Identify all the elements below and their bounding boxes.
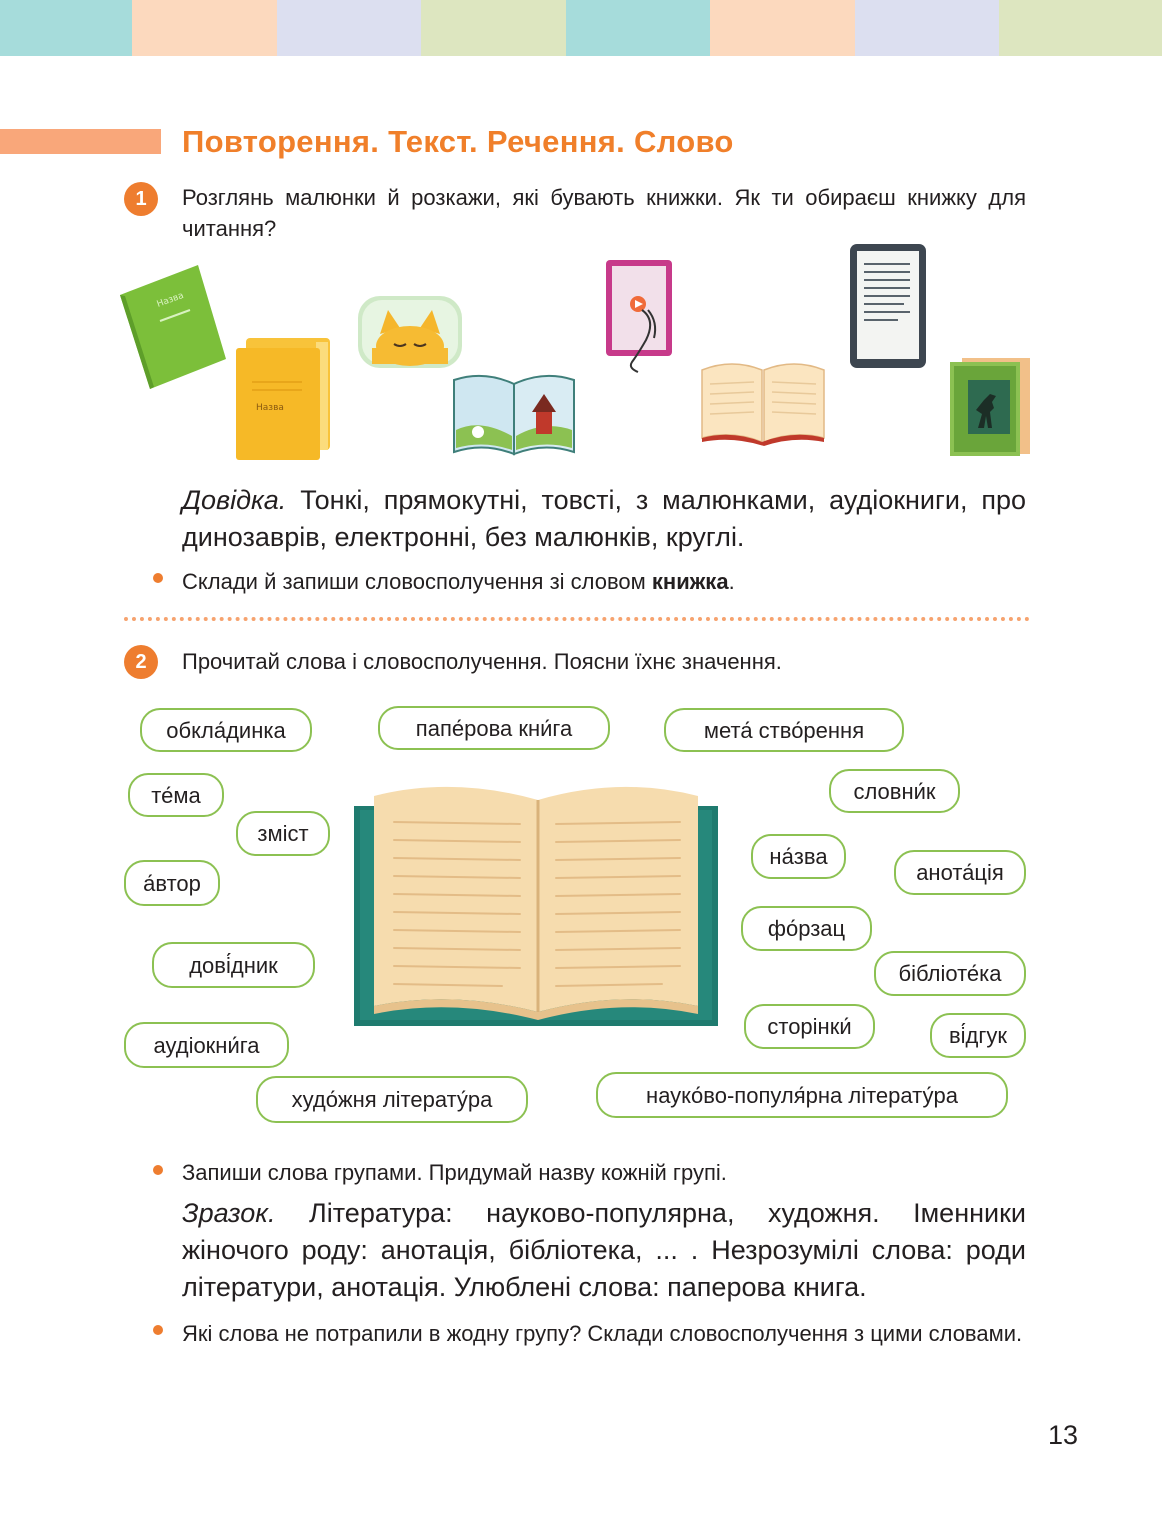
task-keyword: книжка: [651, 569, 729, 594]
word-chip-naukovo-populiarna-literatura: науко́во-популя́рна літерату́ра: [596, 1072, 1008, 1118]
exercise-1-task: [182, 566, 1026, 597]
stripe: [710, 0, 855, 56]
word-chip-meta-stvorennia: мета́ ство́рення: [664, 708, 904, 752]
hint-paragraph: [182, 482, 1026, 556]
open-book-image: [352, 782, 720, 1028]
header-color-stripes: [0, 0, 1162, 56]
title-accent-bar: [0, 129, 161, 154]
page-title: Повторення. Текст. Речення. Слово: [182, 124, 734, 159]
task-text-end: .: [728, 569, 735, 594]
word-chip-avtor: а́втор: [124, 860, 220, 906]
word-chip-forzats: фо́рзац: [741, 906, 872, 951]
page-number: 13: [1048, 1420, 1079, 1450]
stripe: [566, 0, 710, 56]
dinosaur-book-image: [950, 358, 1032, 456]
bullet-dot: [153, 1165, 163, 1175]
book-label: Назва: [256, 403, 284, 413]
tablet-audiobook-image: [604, 258, 676, 374]
exercise-2-task-2: Які слова не потрапили в жодну групу? Склади словосполучення з цими словами.: [182, 1321, 1023, 1346]
stripe: [0, 0, 132, 56]
green-thin-book-image: [120, 265, 230, 390]
stripe: [855, 0, 999, 56]
example-paragraph: [182, 1195, 1026, 1306]
section-divider: [124, 617, 1030, 621]
hint-label: Довідка.: [182, 485, 287, 515]
bullet-dot: [153, 573, 163, 583]
word-chip-dovidnyk: дові́дник: [152, 942, 315, 988]
word-chip-zmist: зміст: [236, 811, 330, 856]
word-chip-tema: те́ма: [128, 773, 224, 817]
task-text: Склади й запиши словосполучення зі словом: [182, 569, 652, 594]
exercise-2-prompt: Прочитай слова і словосполучення. Поясни їхнє значення.: [182, 649, 782, 674]
picture-book-image: [450, 370, 578, 456]
word-chip-obkladynka: обкла́динка: [140, 708, 312, 752]
word-chip-anotatsiia: анота́ція: [894, 850, 1026, 895]
word-chip-nazva: на́зва: [751, 834, 846, 879]
word-chip-storinky: сторінки́: [744, 1004, 875, 1049]
yellow-thick-book-image: [232, 338, 332, 460]
word-chip-biblioteka: бібліоте́ка: [874, 951, 1026, 996]
stripe: [999, 0, 1162, 56]
exercise-1-number: 1: [124, 182, 158, 216]
bullet-dot: [153, 1325, 163, 1335]
stripe: [421, 0, 566, 56]
exercise-2-task-1: Запиши слова групами. Придумай назву кожній групі.: [182, 1160, 727, 1185]
cat-shaped-book-image: [358, 296, 462, 368]
word-chip-khudozhnia-literatura: худо́жня літерату́ра: [256, 1076, 528, 1123]
word-chip-audioknyha: аудіокни́га: [124, 1022, 289, 1068]
open-text-book-image: [698, 358, 828, 444]
stripe: [277, 0, 421, 56]
hint-text: Тонкі, прямокутні, товсті, з малюнками, аудіокниги, про динозаврів, електронні, без малюнків, круглі.: [182, 485, 1026, 552]
exercise-1-prompt: Розглянь малюнки й розкажи, які бувають книжки. Як ти обираєш книжку для читання?: [182, 185, 1026, 241]
word-chip-vidhuk: ві́дгук: [930, 1013, 1026, 1058]
exercise-2-number: 2: [124, 645, 158, 679]
example-text: Література: науково-популярна, художня. Іменники жіночого роду: анотація, бібліотека, ... . Незрозумілі слова: роди літератури, анотація. Улюблені слова: паперова книга.: [182, 1198, 1026, 1302]
word-chip-slovnyk: словни́к: [829, 769, 960, 813]
book-label: Назва: [155, 290, 186, 310]
example-label: Зразок.: [182, 1198, 276, 1228]
stripe: [132, 0, 277, 56]
word-chip-paperova-knyha: папе́рова кни́га: [378, 706, 610, 750]
ebook-reader-image: [848, 242, 928, 370]
